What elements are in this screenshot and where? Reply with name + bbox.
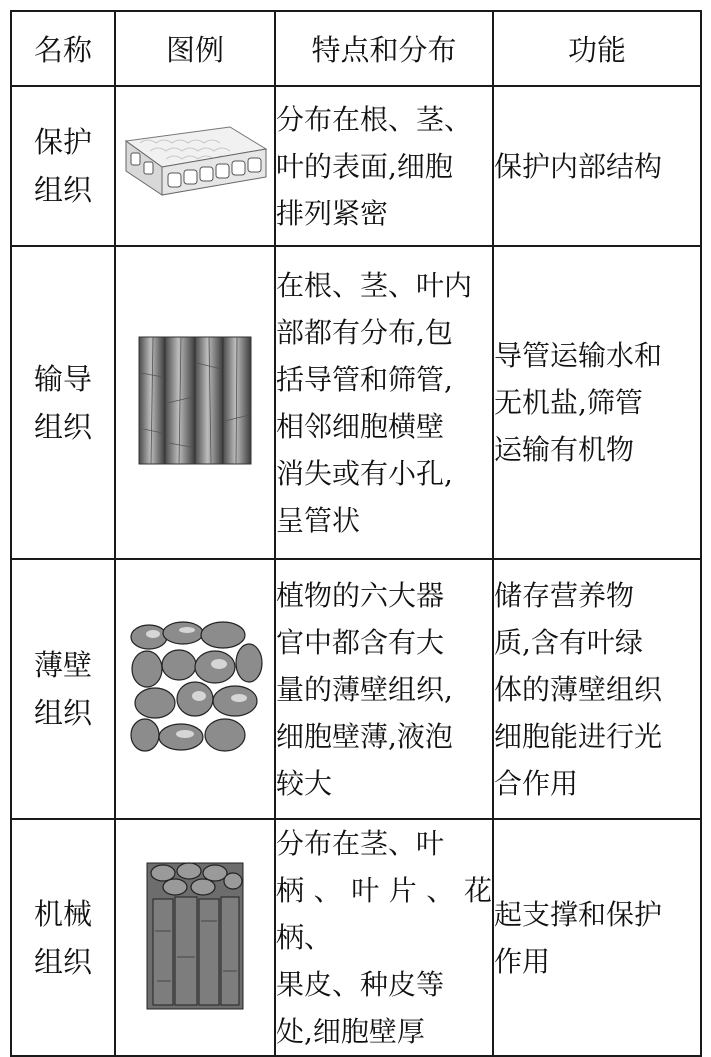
protective-tissue-icon (120, 119, 270, 209)
tissue-name: 机械 组织 (11, 819, 115, 1056)
tissue-function: 导管运输水和 无机盐,筛管 运输有机物 (493, 246, 701, 559)
tissue-features: 分布在根、茎、 叶的表面,细胞 排列紧密 (275, 86, 493, 246)
table-row (11, 559, 701, 819)
tissue-illustration-cell (115, 559, 275, 819)
tissue-illustration-cell (115, 86, 275, 246)
tissue-illustration-cell (115, 819, 275, 1056)
tissue-function: 起支撑和保护 作用 (493, 819, 701, 1056)
conducting-tissue-icon (135, 333, 255, 468)
header-illustration: 图例 (115, 11, 275, 86)
tissue-name: 薄壁 组织 (11, 559, 115, 819)
tissue-features: 植物的六大器 官中都含有大 量的薄壁组织, 细胞壁薄,液泡 较大 (275, 559, 493, 819)
tissue-illustration-cell (115, 246, 275, 559)
plant-tissue-table (10, 10, 702, 1057)
header-name: 名称 (11, 11, 115, 86)
table-row (11, 819, 701, 1056)
tissue-function: 保护内部结构 (493, 86, 701, 246)
tissue-function: 储存营养物 质,含有叶绿 体的薄壁组织 细胞能进行光 合作用 (493, 559, 701, 819)
mechanical-tissue-icon (145, 861, 245, 1011)
tissue-features: 分布在茎、叶 柄、叶片、花柄、 果皮、种皮等 处,细胞壁厚 (275, 819, 493, 1056)
parenchyma-tissue-icon (125, 617, 265, 757)
table-row (11, 86, 701, 246)
tissue-features: 在根、茎、叶内 部都有分布,包 括导管和筛管, 相邻细胞横壁 消失或有小孔, 呈管状 (275, 246, 493, 559)
table-row (11, 246, 701, 559)
header-features: 特点和分布 (275, 11, 493, 86)
tissue-name: 保护 组织 (11, 86, 115, 246)
header-row (11, 11, 701, 86)
tissue-name: 输导 组织 (11, 246, 115, 559)
header-function: 功能 (493, 11, 701, 86)
